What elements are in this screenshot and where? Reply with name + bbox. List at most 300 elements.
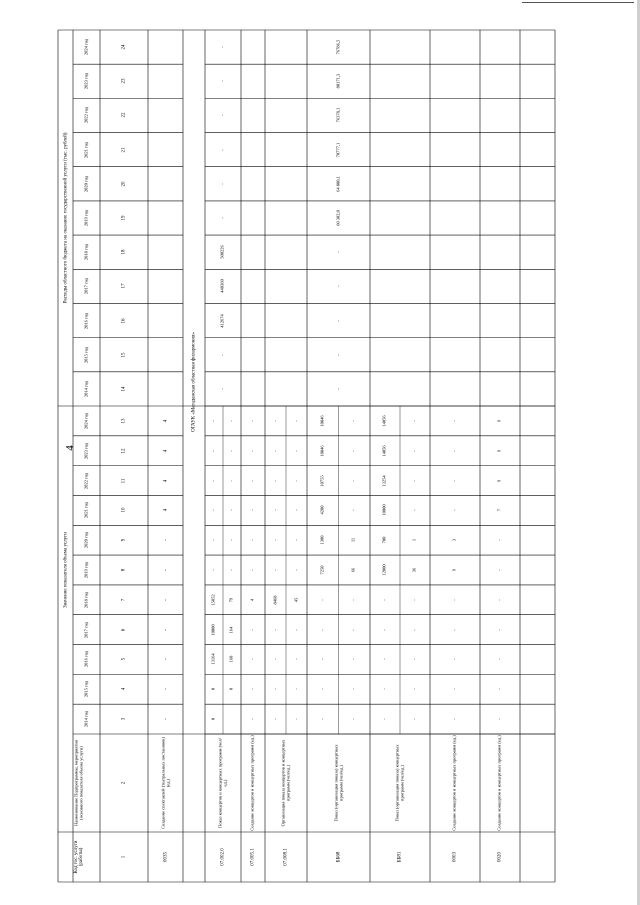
volume-value [307,645,339,675]
volume-value [370,436,400,466]
volume-value-text: - [293,449,299,452]
volume-value-text: 13164 [210,653,216,666]
volume-value-text: - [451,628,457,631]
volume-value [307,704,339,734]
volume-value-text: - [411,479,417,482]
volume-value [223,495,241,525]
volume-value-text: - [496,539,502,541]
volume-value-text: - [350,688,356,691]
expense-value [307,269,370,303]
expense-year-header-text: 2014 год [83,380,89,398]
volume-value-text: 4 [162,509,168,512]
volume-value [265,645,286,675]
volume-value-text: - [162,569,168,571]
name-column-header [58,734,100,832]
volume-value-text: 4 [162,419,168,423]
column-number [100,64,148,98]
volume-value-text: - [381,718,387,720]
volume-value [480,615,520,645]
volume-value-text: - [272,539,278,541]
row-name [430,734,480,832]
volume-value-text: - [210,539,216,541]
volume-value [430,674,480,704]
volume-value [430,645,480,675]
volume-value-text: - [496,718,502,720]
volume-value [205,466,223,496]
volume-value-text: 10846 [319,445,325,457]
volume-value-text: - [228,509,234,512]
volume-value-text: - [293,539,299,541]
volume-value-text: - [293,658,299,661]
volume-year-header-text: 2019 год [83,561,89,579]
volume-value-text: 12000 [381,564,387,576]
column-number-text: 6 [121,628,127,631]
volume-value [148,555,183,585]
volume-value [205,495,223,525]
row-name [241,734,265,832]
volume-value-text: - [249,658,255,661]
expense-value-text: - [335,319,341,322]
row-name [205,734,241,832]
volume-value-text: - [411,449,417,452]
volume-value-text: - [162,688,168,691]
expense-value-text: - [219,80,225,83]
column-number [100,495,148,525]
volume-value [265,436,286,466]
volume-value-text: - [249,449,255,452]
volume-year-header-text: 2018 год [83,591,89,608]
volume-value-text: - [319,718,325,720]
volume-value-text: - [451,599,457,601]
volume-value-text: 14056 [381,415,387,427]
volume-value [205,585,223,615]
volume-value-text: 168 [228,656,234,663]
volume-value-text: 10000 [210,624,216,636]
volume-value-text: 1300 [319,535,325,545]
volume-value [241,615,265,645]
column-number-text: 13 [121,418,127,424]
volume-value-text: 9 [451,568,457,572]
expense-value-text: 80171,3 [335,73,341,89]
volume-value [265,466,286,496]
row-code [370,832,430,882]
row-name [148,734,183,832]
volume-value-text: - [228,569,234,571]
volume-value-text: - [451,688,457,691]
column-number [100,466,148,496]
expense-year-header-text: 2016 год [83,312,89,329]
volume-value [339,704,371,734]
row-name-text: Показ (организация показа) концертных программ (чел/ед.) [332,744,343,822]
volume-value-text: 7250 [319,565,325,575]
group-expenses-header [58,30,73,406]
expense-value [205,338,241,372]
expense-year-header [73,235,100,269]
volume-value-text: 9 [496,419,502,423]
volume-value-text: - [249,509,255,512]
volume-value [430,555,480,585]
volume-value-text: - [228,449,234,452]
volume-value [307,406,339,436]
volume-value [205,525,223,555]
volume-value [480,585,520,615]
volume-value-text: 0 [210,688,216,691]
volume-value [241,495,265,525]
column-number [100,269,148,303]
volume-value [241,674,265,704]
column-number [100,338,148,372]
volume-value-text: - [451,479,457,482]
volume-value [370,466,400,496]
volume-value-text: - [249,539,255,541]
volume-value [265,406,286,436]
volume-value-text: - [319,628,325,631]
volume-value-text: - [350,449,356,452]
volume-value-text: - [272,688,278,691]
volume-value [430,495,480,525]
volume-value [148,615,183,645]
expense-value-text: - [219,183,225,185]
expense-value [307,338,370,372]
expense-value-text: 76786,5 [335,39,341,55]
expense-year-header-text: 2019 год [83,209,89,227]
column-number-text: 8 [121,568,127,572]
volume-value-text: 7 [496,509,502,512]
volume-year-header [73,495,100,525]
expense-value [307,167,370,201]
volume-value [241,704,265,734]
column-number-text: 2 [121,781,127,785]
expense-value-text: - [219,217,225,219]
volume-value-text: - [210,569,216,571]
expense-year-header [73,98,100,132]
row-name [265,734,307,832]
row-code [241,832,265,882]
column-number [100,133,148,167]
volume-year-header-text: 2024 год [83,412,89,430]
volume-value-text: - [381,658,387,661]
volume-value-text: - [210,479,216,482]
volume-value-text: 9 [496,449,502,452]
volume-value [400,615,430,645]
column-number [100,436,148,466]
volume-value [223,525,241,555]
volume-value [480,436,520,466]
volume-value [370,585,400,615]
volume-value [265,615,286,645]
volume-value-text: - [496,628,502,631]
volume-value [241,466,265,496]
volume-value-text: - [411,628,417,631]
row-code-text: 0020 [497,852,503,862]
volume-year-header [73,704,100,734]
volume-value-text: - [451,509,457,512]
volume-value [339,555,371,585]
volume-value-text: - [162,598,168,601]
expense-year-header-text: 2022 год [83,107,89,124]
column-number [100,704,148,734]
expense-value [205,98,241,132]
volume-value [286,555,307,585]
volume-value-text: - [272,628,278,631]
expense-value-text: - [219,114,225,117]
volume-value [223,585,241,615]
row-code-text: 07.008.1 [283,848,289,866]
volume-value [480,555,520,585]
row-name-text: Организация показа концертов и концертных программ (чел/ед.) [280,739,290,827]
column-number-text: 12 [121,448,127,454]
volume-value [205,674,223,704]
volume-value-text: - [319,599,325,601]
volume-value-text: 3 [451,539,457,542]
volume-value-text: - [272,718,278,720]
volume-value-text: - [249,569,255,571]
volume-value [370,704,400,734]
column-number [100,734,148,832]
volume-value-text: 15852 [210,594,216,606]
expense-value [307,235,370,269]
expense-value [307,98,370,132]
volume-value-text: - [228,420,234,422]
volume-value [148,674,183,704]
volume-value [370,645,400,675]
column-number [100,585,148,615]
volume-value [400,555,430,585]
volume-value-text: - [249,628,255,631]
volume-value [241,585,265,615]
volume-value [480,704,520,734]
expense-value-text: - [219,388,225,390]
volume-value [339,406,371,436]
volume-value [307,466,339,496]
volume-value [480,525,520,555]
volume-value [430,704,480,734]
volume-value-text: 164 [228,626,234,633]
volume-value-text: - [451,420,457,422]
column-number [100,303,148,337]
expense-year-header [73,64,100,98]
volume-value-text: - [228,539,234,541]
volume-value [307,495,339,525]
volume-value-text: 0 [228,688,234,691]
volume-year-header-text: 2015 год [83,681,89,698]
row-code-text: 0035 [162,852,168,862]
expense-year-header-text: 2017 год [83,278,89,295]
expense-year-header-text: 2024 год [83,38,89,56]
page-number: 4 [64,445,76,451]
volume-value-text: - [411,599,417,601]
expense-year-header [73,201,100,235]
volume-value [286,525,307,555]
volume-value [339,585,371,615]
volume-value-text: - [293,509,299,512]
volume-year-header-text: 2020 год [83,532,89,549]
volume-value [430,585,480,615]
volume-value-text: - [249,479,255,482]
volume-value [286,645,307,675]
volume-value-text: 9 [496,479,502,482]
volume-value-text: - [319,688,325,691]
column-number-text: 1 [121,855,127,859]
expense-year-header [73,372,100,406]
volume-value-text: - [350,479,356,482]
volume-value [400,645,430,675]
volume-value [286,674,307,704]
group-volume-header [58,406,73,734]
volume-value-text: - [350,718,356,720]
code-column-header [58,832,100,882]
expense-value [307,201,370,235]
volume-value [205,704,223,734]
row-name [480,734,520,832]
volume-value-text: - [249,420,255,422]
row-name-text: Создание концертов и концертных программ (ед.) [496,735,502,831]
expense-year-header-text: 2015 год [83,346,89,363]
expense-value-text: - [219,46,225,48]
column-number-text: 15 [121,352,127,358]
column-number [100,372,148,406]
expense-value-text: - [335,388,341,390]
volume-year-header [73,645,100,675]
volume-value [241,436,265,466]
expense-value-text: - [219,353,225,356]
volume-value-text: - [496,599,502,601]
volume-value [286,585,307,615]
volume-value [241,406,265,436]
volume-value-text: 14056 [381,445,387,457]
row-code [265,832,307,882]
group-expenses-header-text: Расходы областного бюджета на оказание государственной услуги (тыс. рублей) [62,132,68,304]
column-number-text: 5 [121,658,127,661]
volume-value [339,436,371,466]
expense-year-header [73,338,100,372]
volume-year-header [73,406,100,436]
volume-value [265,555,286,585]
row-name-text: Создание концертов и концертных программ (ед.) [451,735,457,831]
volume-value [205,645,223,675]
row-code-text: ББ68 [335,851,341,863]
expense-value-text: 76378,1 [335,108,341,123]
expense-value-text: 64 880,1 [335,175,341,192]
volume-value-text: - [293,628,299,631]
expense-value-text: - [335,285,341,288]
column-number [100,98,148,132]
volume-value-text: - [350,658,356,661]
row-code-text: 0003 [452,852,458,862]
expense-value [205,64,241,98]
volume-value-text: 4200 [319,505,325,515]
expense-value [205,201,241,235]
row-name-text: Показ (организация показа) концертных программ (чел/ед.) [394,744,404,822]
volume-year-header [73,555,100,585]
column-number-text: 4 [121,688,127,691]
volume-value-text: - [272,449,278,452]
volume-year-header [73,615,100,645]
volume-value-text: - [350,599,356,601]
row-name-text: Показ концертов и концертных программ (чел/ед.) [217,738,227,828]
volume-value-text: - [319,658,325,661]
column-number-text: 18 [121,249,127,255]
row-code-text: 07.005.1 [250,848,256,866]
volume-value [223,704,241,734]
volume-value [286,466,307,496]
expense-value-text: 412674 [219,313,225,328]
volume-value-text: - [249,718,255,720]
name-column-header-text: Наименование Подпрограммы, мероприятия (основного показателя объема услуги) [73,740,83,826]
section-title [183,30,205,734]
volume-value [223,555,241,585]
row-name-text: Создание спектаклей (театральных постановок) (ед.) [159,737,170,829]
volume-year-header [73,436,100,466]
volume-value [148,495,183,525]
column-number-text: 16 [121,318,127,324]
volume-value [370,674,400,704]
column-number-text: 10 [121,507,127,513]
volume-value [265,674,286,704]
volume-value [307,436,339,466]
volume-value-text: - [411,509,417,512]
volume-value [223,466,241,496]
volume-value-text: 45 [293,597,299,603]
expense-value-text: 440360 [219,279,225,294]
volume-value-text: - [496,658,502,661]
volume-value [339,645,371,675]
volume-value [400,585,430,615]
volume-value-text: - [210,449,216,452]
expense-year-header-text: 2023 год [83,73,89,90]
row-code-text: 07.002.0 [220,848,226,866]
volume-value [307,585,339,615]
volume-value-text: - [381,599,387,601]
volume-value [205,615,223,645]
volume-value-text: - [272,509,278,512]
column-number-text: 17 [121,283,127,289]
volume-year-header [73,585,100,615]
volume-value-text: - [411,688,417,691]
volume-value [400,466,430,496]
volume-value [307,615,339,645]
column-number-text: 19 [121,215,127,221]
volume-value [148,525,183,555]
expense-value-text: 60 382,0 [335,210,341,226]
volume-value-text: 10846 [319,415,325,427]
volume-value-text: - [381,628,387,631]
code-column-header-text: Код гос. услуги (работы) [73,840,84,874]
volume-value [265,704,286,734]
volume-value [286,615,307,645]
volume-value [339,495,371,525]
volume-value-text: - [411,420,417,422]
volume-value-text: 10000 [381,504,387,516]
group-volume-header-text: Значение показателя объема услуги [62,532,68,608]
volume-value [148,466,183,496]
column-number-text: 21 [121,147,127,153]
volume-value-text: - [162,539,168,542]
row-code [430,832,480,882]
volume-value [286,436,307,466]
volume-value [286,495,307,525]
volume-value [223,406,241,436]
volume-value-text: - [272,569,278,571]
volume-value [370,406,400,436]
volume-value-text: 10755 [319,474,325,487]
volume-value [480,406,520,436]
volume-value [148,585,183,615]
volume-value [223,436,241,466]
volume-value [480,674,520,704]
expense-value [205,30,241,64]
column-number [100,167,148,201]
